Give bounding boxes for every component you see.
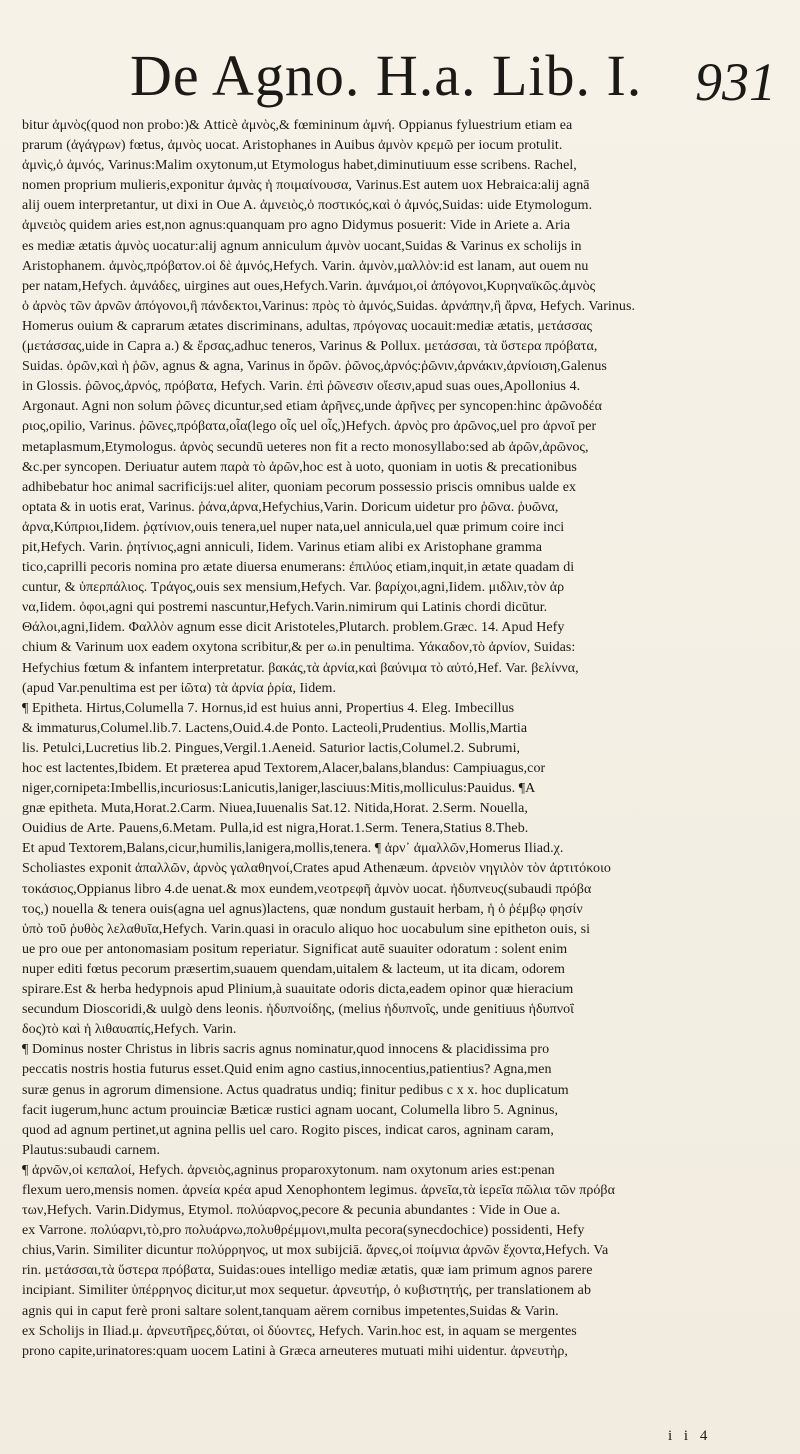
text-line: secundum Dioscoridi,& uulgò dens leonis. ἡδυπνοίδης, (melius ἡδυπνοΐς, unde genitiuus ἡδυπνοΐ [22, 1002, 574, 1018]
text-line: των,Hefych. Varin.Didymus, Etymol. πολύαρνος,pecore & pecunia abundantes : Vide in Oue a. [22, 1203, 561, 1219]
text-line: Homerus ouium & caprarum ætates discriminans, adultas, πρόγονας uocauit:mediæ ætatis, μετάσσας [22, 318, 593, 334]
text-line: Argonaut. Agni non solum ῥῶνες dicuntur,sed etiam ἀρῆνες,unde ἀρῆνες per syncopen:hinc ἀρῶνοδέα [22, 399, 603, 415]
text-line: spirare.Est & herba hedypnois apud Plinium,à suauitate odoris dicta,eadem opinor quæ hieracium [22, 982, 574, 998]
page-title: De Agno. H.a. Lib. I. [130, 43, 643, 108]
text-line: Plautus:subaudi carnem. [22, 1142, 161, 1158]
text-line: chium & Varinum uox eadem oxytona scribitur,& per ω.in penultima. Υάκαδον,τὸ ἀρνίον, Suidas: [22, 640, 576, 656]
text-line: (μετάσσας,uide in Capra a.) & ἔρσας,adhuc teneros, Varinus & Pollux. μετάσσαι, τὰ ὕστερα πρόβατα, [22, 339, 598, 355]
text-line: ὑπὸ τοῦ ῥυθὸς λελαθυῖα,Hefych. Varin.quasi in oraculo aliquo hoc uocabulum sine epitheton ouis, si [22, 921, 591, 937]
text-line: (apud Var.penultima est per ἰῶτα) τὰ ἀρνία ῥρία, Iidem. [22, 680, 336, 696]
text-line: ¶ Dominus noster Christus in libris sacris agnus nominatur,quod innocens & placidissima pro [22, 1042, 550, 1058]
text-line: flexum uero,mensis nomen. ἀρνεία κρέα apud Xenophontem legimus. ἀρνεῖα,τὰ ἱερεῖα πῶλια τῶν πρόβα [22, 1182, 615, 1198]
text-line: incipiant. Similiter ὑπέρρηνος dicitur,ut mox sequetur. ἀρνευτήρ, ὁ κυβιστητής, per translationem ab [22, 1283, 591, 1299]
text-line: τος,) nouella & tenera ouis(agna uel agnus)lactens, quæ nondum gustauit herbam, ἡ ὁ ῥέμβῳ φησίν [22, 901, 583, 917]
text-line: tico,caprilli pecoris nomina pro ætate diuersa enumerans: ἐπιλύος etiam,inquit,in ætate quadam di [22, 560, 575, 576]
text-line: alij ouem interpretantur, ut dixi in Oue A. ἀμνειὸς,ὁ ποστικός,καὶ ὁ ἀμνός,Suidas: uide Etymologum. [22, 198, 593, 214]
text-line: ex Scholijs in Iliad.μ. ἀρνευτῆρες,δύται, οἱ δύοντες, Hefych. Varin.hoc est, in aquam se mergentes [22, 1323, 577, 1339]
text-line: να,Iidem. ὀφοι,agni qui postremi nascuntur,Hefych.Varin.nimirum qui Latinis chordi dicūtur. [22, 600, 548, 616]
text-line: τοκάσιος,Oppianus libro 4.de uenat.& mox eundem,νεοτρεφῆ ἀμνὸν uocat. ἠδυπνευς(subaudi πρόβα [22, 881, 592, 897]
text-line: nuper editi fœtus pecorum præsertim,suauem quendam,uitalem & lacteum, ut ita dicam, odorem [22, 961, 565, 977]
text-line: ἀμνειὸς quidem aries est,non agnus:quanquam pro agno Didymus posuerit: Vide in Ariete a. Aria [22, 218, 571, 234]
text-line: pit,Hefych. Varin. ῥητίνιος,agni anniculi, Iidem. Varinus etiam alibi ex Aristophane gramma [22, 539, 543, 555]
text-line: in Glossis. ῥῶνος,ἀρνός, πρόβατα, Hefych. Varin. ἐπὶ ῥῶνεσιν οἴεσιν,apud suas oues,Apollonius 4. [22, 379, 581, 395]
text-line: Hefychius fœtum & infantem interpretatur. βακάς,τὰ ἀρνία,καὶ βαύνιμα τὸ αὐτό,Hef. Var. βελίννα, [22, 660, 579, 676]
text-line: hoc est lactentes,Ibidem. Et præterea apud Textorem,Alacer,balans,blandus: Campiuagus,cor [22, 761, 546, 776]
text-line: Et apud Textorem,Balans,cicur,humilis,lanigera,mollis,tenera. ¶ ἀρν᾽ ἀμαλλῶν,Homerus Iliad.χ. [22, 841, 564, 857]
text-line: es mediæ ætatis ἀμνὸς uocatur:alij agnum anniculum ἀμνὸν uocant,Suidas & Varinus ex scholijs in [22, 238, 582, 254]
signature-mark: i i 4 [668, 1428, 712, 1444]
text-line: facit iugerum,hunc actum prouinciæ Bæticæ rustici agnam uocant, Columella libro 5. Agninus, [22, 1102, 559, 1118]
text-line: per natam,Hefych. ἀμνάδες, uirgines aut oues,Hefych.Varin. ἀμνάμοι,οἱ ἀπόγονοι,Κυρηναϊκῶς.ἀμνὸς [22, 278, 596, 294]
text-line: lis. Petulci,Lucretius lib.2. Pingues,Vergil.1.Aeneid. Saturior lactis,Columel.2. Subrumi, [22, 740, 521, 756]
text-line: Θάλοι,agni,Iidem. Φαλλὸν agnum esse dicit Aristoteles,Plutarch. problem.Græc. 14. Apud Hefy [22, 620, 565, 636]
text-line: bitur ἀμνὸς(quod non probo:)& Atticè ἀμνὸς,& fœmininum ἀμνή. Oppianus fyluestrium etiam ea [22, 118, 573, 133]
text-line: optata & in uotis erat, Varinus. ῥάνα,ἀρνα,Hefychius,Varin. Doricum uidetur pro ῥῶνα. ῥυῶνα, [22, 499, 559, 515]
text-line: ex Varrone. πολύαρνι,τὸ,pro πολυάρνω,πολυθρέμμονι,multa pecora(synecdochice) possidenti, Hefy [22, 1223, 585, 1239]
running-header [0, 36, 800, 116]
text-line: metaplasmum,Etymologus. ἀρνὸς secundū ueteres non fit a recto monosyllabo:sed ab ἀρῶν,ἀρῶνος, [22, 439, 589, 455]
text-line: nomen proprium mulieris,exponitur ἀμνὰς ἡ ποιμαίνουσα, Varinus.Est autem uox Hebraica:alij agnā [22, 178, 590, 194]
text-line: ριος,opilio, Varinus. ῥῶνες,πρόβατα,οἷα(lego οἷς uel οἶς,)Hefych. ἀρνὸς pro ἀρῶνος,uel pro ἀρνοῖ per [22, 419, 597, 435]
text-line: Scholiastes exponit ἀπαλλῶν, ἀρνὸς γαλαθηνοί,Crates apud Athenæum. ἀρνειὸν νηγιλὸν τὸν ἀρτιτόκοιο [22, 861, 611, 877]
text-line: ¶ Epitheta. Hirtus,Columella 7. Hornus,id est huius anni, Propertius 4. Eleg. Imbecillus [22, 700, 515, 716]
text-line: cuntur, & ὑπερπάλιος. Τράγος,ouis sex mensium,Hefych. Var. βαρίχοι,agni,Iidem. μιδλιν,τὸν ἀρ [22, 580, 565, 596]
body-text [22, 116, 780, 1362]
text-line: quod ad agnum pertinet,ut agnina pellis uel caro. Rogito pisces, indicat caros, agninam caram, [22, 1122, 554, 1138]
text-line: prarum (ἀγάγρων) fœtus, ἀμνὸς uocat. Aristophanes in Auibus ἀμνὸν κρεμῶ per iocum protulit. [22, 138, 563, 154]
text-line: & immaturus,Columel.lib.7. Lactens,Ouid.4.de Ponto. Lacteoli,Prudentius. Mollis,Martia [22, 720, 528, 736]
text-line: adhibebatur hoc animal sacrificijs:uel aliter, quoniam pecorum possessio priscis omnibus ualde ex [22, 479, 577, 495]
text-line: ἀρνα,Κύπριοι,Iidem. ῥᾳτίνιον,ouis tenera,uel nuper nata,uel annicula,uel quæ primum coire inci [22, 519, 565, 535]
text-line: ue pro oue per antonomasiam positum reperiatur. Significat autē suauiter odoratum : solent enim [22, 941, 568, 957]
text-line: peccatis nostris hostia futurus esset.Quid enim agno castius,innocentius,patientius? Agna,men [22, 1062, 552, 1078]
text-line: Suidas. ὀρῶν,καὶ ἡ ῥῶν, agnus & agna, Varinus in ὄρῶν. ῥῶνος,ἀρνός:ῥῶνιν,ἀρνάκιν,ἀρνίοιση,Galenus [22, 359, 607, 375]
text-line: ¶ ἀρνῶν,οἱ κεπαλοί, Hefych. ἀρνειὸς,agninus proparoxytonum. nam oxytonum aries est:penan [22, 1162, 555, 1178]
text-line: rin. μετάσσαι,τὰ ὕστερα πρόβατα, Suidas:oues intelligo mediæ ætatis, quæ iam primum agnos parere [22, 1263, 593, 1279]
text-line: agnis qui in caput ferè proni saltare solent,tanquam aërem cornibus impetentes,Suidas & Varin. [22, 1303, 559, 1319]
text-line: prono capite,urinatores:quam uocem Latini à Græca arneuteres mutuati mihi uidentur. ἀρνευτὴρ, [22, 1343, 568, 1359]
text-line: Ouidius de Arte. Pauens,6.Metam. Pulla,id est nigra,Horat.1.Serm. Tenera,Statius 8.Theb. [22, 821, 529, 837]
page-number: 931 [695, 52, 776, 112]
text-line: gnæ epitheta. Muta,Horat.2.Carm. Niuea,Iuuenalis Sat.12. Nitida,Horat. 2.Serm. Nouella, [22, 801, 528, 817]
text-line: δος)τὸ καὶ ἡ λιθαυαπίς,Hefych. Varin. [22, 1022, 237, 1038]
text-line: Aristophanem. ἀμνὸς,πρόβατον.οἱ δὲ ἀμνός,Hefych. Varin. ἀμνὸν,μαλλὸν:id est lanam, aut ouem nu [22, 258, 589, 274]
text-line: niger,cornipeta:Imbellis,incuriosus:Lanicutis,laniger,lasciuus:Mitis,molliculus:Pauidus. ¶A [22, 781, 536, 797]
text-line: ἀμνὶς,ὁ ἀμνός, Varinus:Malim oxytonum,ut Etymologus habet,diminutiuum esse scribens. Rachel, [22, 158, 577, 174]
text-line: &c.per syncopen. Deriuatur autem παρὰ τὸ ἀρῶν,hoc est à uoto, quoniam in uotis & precationibus [22, 459, 577, 475]
text-line: ὁ ἀρνὸς τῶν ἀρνῶν ἀπόγονοι,ἢ πάνδεκτοι,Varinus: πρὸς τὸ ἀμνός,Suidas. ἀρνάπην,ἢ ἄρνα, Hefych. Varinus. [22, 298, 635, 314]
text-line: suræ genus in agrorum dimensione. Actus quadratus undiq; finitur pedibus c x x. hoc duplicatum [22, 1082, 569, 1098]
text-line: chius,Varin. Similiter dicuntur πολύρρηνος, ut mox subijciā. ἄρνες,οἱ ποίμνια ἀρνῶν ἔχοντα,Hefych. Va [22, 1243, 609, 1259]
